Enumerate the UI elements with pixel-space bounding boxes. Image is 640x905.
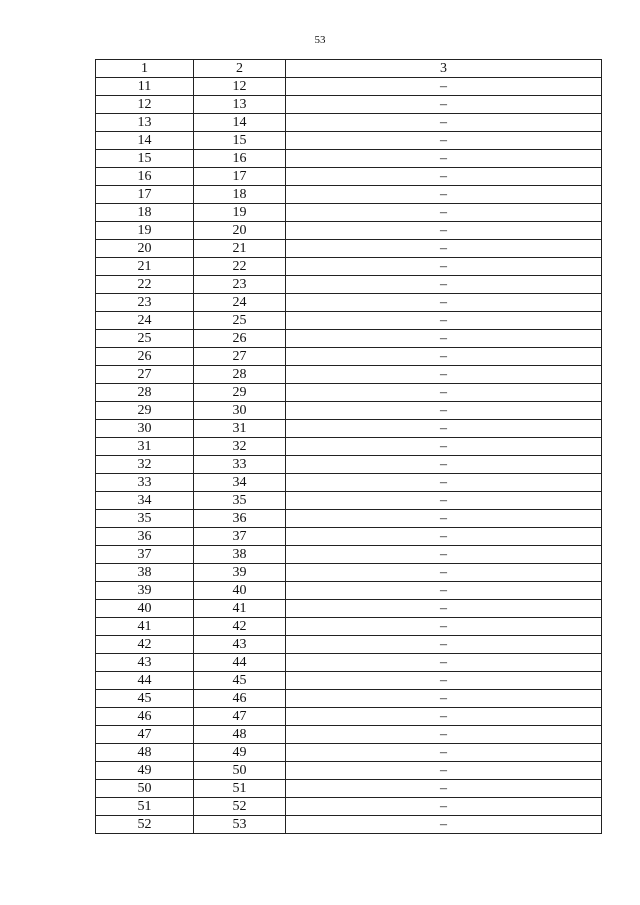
table-cell-col-1: 25 xyxy=(96,330,194,348)
table-cell-col-1: 27 xyxy=(96,366,194,384)
table-row xyxy=(96,564,602,582)
table-cell-col-1: 49 xyxy=(96,762,194,780)
table-cell-col-3: – xyxy=(286,204,602,222)
table-cell-col-3: – xyxy=(286,420,602,438)
table-row xyxy=(96,186,602,204)
table-cell-col-3: – xyxy=(286,456,602,474)
table-cell-col-3: – xyxy=(286,348,602,366)
table-row xyxy=(96,132,602,150)
table-cell-col-3: – xyxy=(286,114,602,132)
table-cell-col-3: – xyxy=(286,168,602,186)
table-row xyxy=(96,438,602,456)
table-cell-col-3: – xyxy=(286,726,602,744)
table-cell-col-1: 35 xyxy=(96,510,194,528)
table-cell-col-2: 49 xyxy=(194,744,286,762)
table-cell-col-1: 46 xyxy=(96,708,194,726)
table-cell-col-3: – xyxy=(286,528,602,546)
table-cell-col-2: 21 xyxy=(194,240,286,258)
table-row xyxy=(96,798,602,816)
table-cell-col-1: 12 xyxy=(96,96,194,114)
table-cell-col-1: 31 xyxy=(96,438,194,456)
table-cell-col-1: 29 xyxy=(96,402,194,420)
table-cell-col-1: 44 xyxy=(96,672,194,690)
table-cell-col-1: 16 xyxy=(96,168,194,186)
table-cell-col-2: 18 xyxy=(194,186,286,204)
table-cell-col-3: – xyxy=(286,276,602,294)
table-cell-col-3: – xyxy=(286,222,602,240)
table-cell-col-2: 46 xyxy=(194,690,286,708)
table-row xyxy=(96,492,602,510)
table-cell-col-1: 23 xyxy=(96,294,194,312)
table-row xyxy=(96,618,602,636)
table-row xyxy=(96,348,602,366)
table-cell-col-2: 24 xyxy=(194,294,286,312)
table-cell-col-3: – xyxy=(286,744,602,762)
table-cell-col-2: 31 xyxy=(194,420,286,438)
table-cell-col-2: 40 xyxy=(194,582,286,600)
table-cell-col-3: – xyxy=(286,474,602,492)
table-row xyxy=(96,672,602,690)
table-cell-col-1: 20 xyxy=(96,240,194,258)
table-cell-col-1: 33 xyxy=(96,474,194,492)
table-cell-col-2: 30 xyxy=(194,402,286,420)
table-row xyxy=(96,222,602,240)
data-table xyxy=(95,59,602,834)
table-cell-col-2: 13 xyxy=(194,96,286,114)
table-cell-col-1: 37 xyxy=(96,546,194,564)
table-row xyxy=(96,546,602,564)
table-row xyxy=(96,276,602,294)
table-cell-col-2: 53 xyxy=(194,816,286,834)
table-cell-col-2: 23 xyxy=(194,276,286,294)
table-cell-col-3: – xyxy=(286,312,602,330)
table-cell-col-2: 44 xyxy=(194,654,286,672)
table-cell-col-2: 52 xyxy=(194,798,286,816)
table-row xyxy=(96,420,602,438)
table-cell-col-2: 28 xyxy=(194,366,286,384)
table-row xyxy=(96,510,602,528)
table-cell-col-1: 36 xyxy=(96,528,194,546)
table-row xyxy=(96,708,602,726)
table-cell-col-2: 17 xyxy=(194,168,286,186)
table-row xyxy=(96,150,602,168)
table-cell-col-1: 19 xyxy=(96,222,194,240)
table-cell-col-3: – xyxy=(286,294,602,312)
table-row xyxy=(96,726,602,744)
table-row xyxy=(96,96,602,114)
table-cell-col-1: 50 xyxy=(96,780,194,798)
table-cell-col-2: 12 xyxy=(194,78,286,96)
table-cell-col-2: 35 xyxy=(194,492,286,510)
table-row xyxy=(96,636,602,654)
table-cell-col-3: – xyxy=(286,600,602,618)
table-cell-col-3: – xyxy=(286,402,602,420)
table-cell-col-2: 34 xyxy=(194,474,286,492)
table-cell-col-3: – xyxy=(286,366,602,384)
table-body xyxy=(96,78,602,834)
table-cell-col-3: – xyxy=(286,672,602,690)
table-cell-col-1: 42 xyxy=(96,636,194,654)
table-cell-col-2: 26 xyxy=(194,330,286,348)
table-cell-col-2: 20 xyxy=(194,222,286,240)
table-cell-col-1: 30 xyxy=(96,420,194,438)
table-cell-col-1: 43 xyxy=(96,654,194,672)
table-cell-col-3: – xyxy=(286,150,602,168)
table-cell-col-2: 27 xyxy=(194,348,286,366)
table-cell-col-3: – xyxy=(286,636,602,654)
table-cell-col-1: 21 xyxy=(96,258,194,276)
table-cell-col-3: – xyxy=(286,384,602,402)
table-cell-col-3: – xyxy=(286,96,602,114)
table-cell-col-1: 18 xyxy=(96,204,194,222)
table-cell-col-1: 41 xyxy=(96,618,194,636)
table-cell-col-2: 15 xyxy=(194,132,286,150)
table-cell-col-3: – xyxy=(286,258,602,276)
table-cell-col-1: 40 xyxy=(96,600,194,618)
table-cell-col-1: 17 xyxy=(96,186,194,204)
table-row xyxy=(96,456,602,474)
table-cell-col-2: 42 xyxy=(194,618,286,636)
column-header-2: 2 xyxy=(194,60,286,78)
table-cell-col-2: 16 xyxy=(194,150,286,168)
table-row xyxy=(96,402,602,420)
table-cell-col-2: 14 xyxy=(194,114,286,132)
table-cell-col-1: 38 xyxy=(96,564,194,582)
table-cell-col-2: 25 xyxy=(194,312,286,330)
table-cell-col-1: 48 xyxy=(96,744,194,762)
table-row xyxy=(96,384,602,402)
table-row xyxy=(96,744,602,762)
table-cell-col-2: 47 xyxy=(194,708,286,726)
table-row xyxy=(96,204,602,222)
table-cell-col-3: – xyxy=(286,330,602,348)
table-cell-col-1: 15 xyxy=(96,150,194,168)
table-cell-col-2: 22 xyxy=(194,258,286,276)
table-cell-col-2: 50 xyxy=(194,762,286,780)
table-cell-col-3: – xyxy=(286,186,602,204)
table-cell-col-2: 19 xyxy=(194,204,286,222)
table-cell-col-3: – xyxy=(286,762,602,780)
column-header-1: 1 xyxy=(96,60,194,78)
table-cell-col-2: 39 xyxy=(194,564,286,582)
table-cell-col-2: 37 xyxy=(194,528,286,546)
table-header-row xyxy=(96,60,602,78)
table-row xyxy=(96,114,602,132)
table-cell-col-2: 38 xyxy=(194,546,286,564)
table-cell-col-2: 29 xyxy=(194,384,286,402)
table-cell-col-1: 11 xyxy=(96,78,194,96)
table-cell-col-3: – xyxy=(286,240,602,258)
table-cell-col-1: 47 xyxy=(96,726,194,744)
table-cell-col-2: 36 xyxy=(194,510,286,528)
table-cell-col-3: – xyxy=(286,564,602,582)
table-row xyxy=(96,474,602,492)
table-cell-col-1: 26 xyxy=(96,348,194,366)
table-cell-col-3: – xyxy=(286,654,602,672)
table-cell-col-3: – xyxy=(286,492,602,510)
table-cell-col-1: 13 xyxy=(96,114,194,132)
table-cell-col-3: – xyxy=(286,798,602,816)
table-row xyxy=(96,582,602,600)
table-cell-col-2: 41 xyxy=(194,600,286,618)
table-row xyxy=(96,600,602,618)
table-cell-col-1: 14 xyxy=(96,132,194,150)
table-row xyxy=(96,294,602,312)
table-cell-col-1: 22 xyxy=(96,276,194,294)
table-cell-col-3: – xyxy=(286,132,602,150)
table-cell-col-2: 33 xyxy=(194,456,286,474)
table-cell-col-3: – xyxy=(286,780,602,798)
table-row xyxy=(96,366,602,384)
table-cell-col-3: – xyxy=(286,708,602,726)
table-row xyxy=(96,780,602,798)
table-cell-col-3: – xyxy=(286,438,602,456)
table-row xyxy=(96,654,602,672)
table-row xyxy=(96,762,602,780)
table-cell-col-3: – xyxy=(286,618,602,636)
table-cell-col-2: 48 xyxy=(194,726,286,744)
table-cell-col-3: – xyxy=(286,78,602,96)
table-cell-col-1: 45 xyxy=(96,690,194,708)
table-cell-col-2: 32 xyxy=(194,438,286,456)
table-row xyxy=(96,690,602,708)
table-cell-col-3: – xyxy=(286,690,602,708)
table-cell-col-1: 28 xyxy=(96,384,194,402)
table-row xyxy=(96,240,602,258)
table-cell-col-2: 45 xyxy=(194,672,286,690)
column-header-3: 3 xyxy=(286,60,602,78)
table-cell-col-1: 24 xyxy=(96,312,194,330)
table-cell-col-3: – xyxy=(286,510,602,528)
table-row xyxy=(96,330,602,348)
table-row xyxy=(96,258,602,276)
table-cell-col-3: – xyxy=(286,582,602,600)
table-cell-col-1: 32 xyxy=(96,456,194,474)
table-row xyxy=(96,78,602,96)
table-cell-col-1: 52 xyxy=(96,816,194,834)
table-cell-col-3: – xyxy=(286,546,602,564)
table-row xyxy=(96,528,602,546)
table-cell-col-1: 39 xyxy=(96,582,194,600)
table-cell-col-1: 51 xyxy=(96,798,194,816)
table-row xyxy=(96,312,602,330)
table-cell-col-1: 34 xyxy=(96,492,194,510)
table-cell-col-2: 43 xyxy=(194,636,286,654)
table-row xyxy=(96,816,602,834)
table-cell-col-2: 51 xyxy=(194,780,286,798)
table-row xyxy=(96,168,602,186)
page-number: 53 xyxy=(314,34,326,46)
table-cell-col-3: – xyxy=(286,816,602,834)
